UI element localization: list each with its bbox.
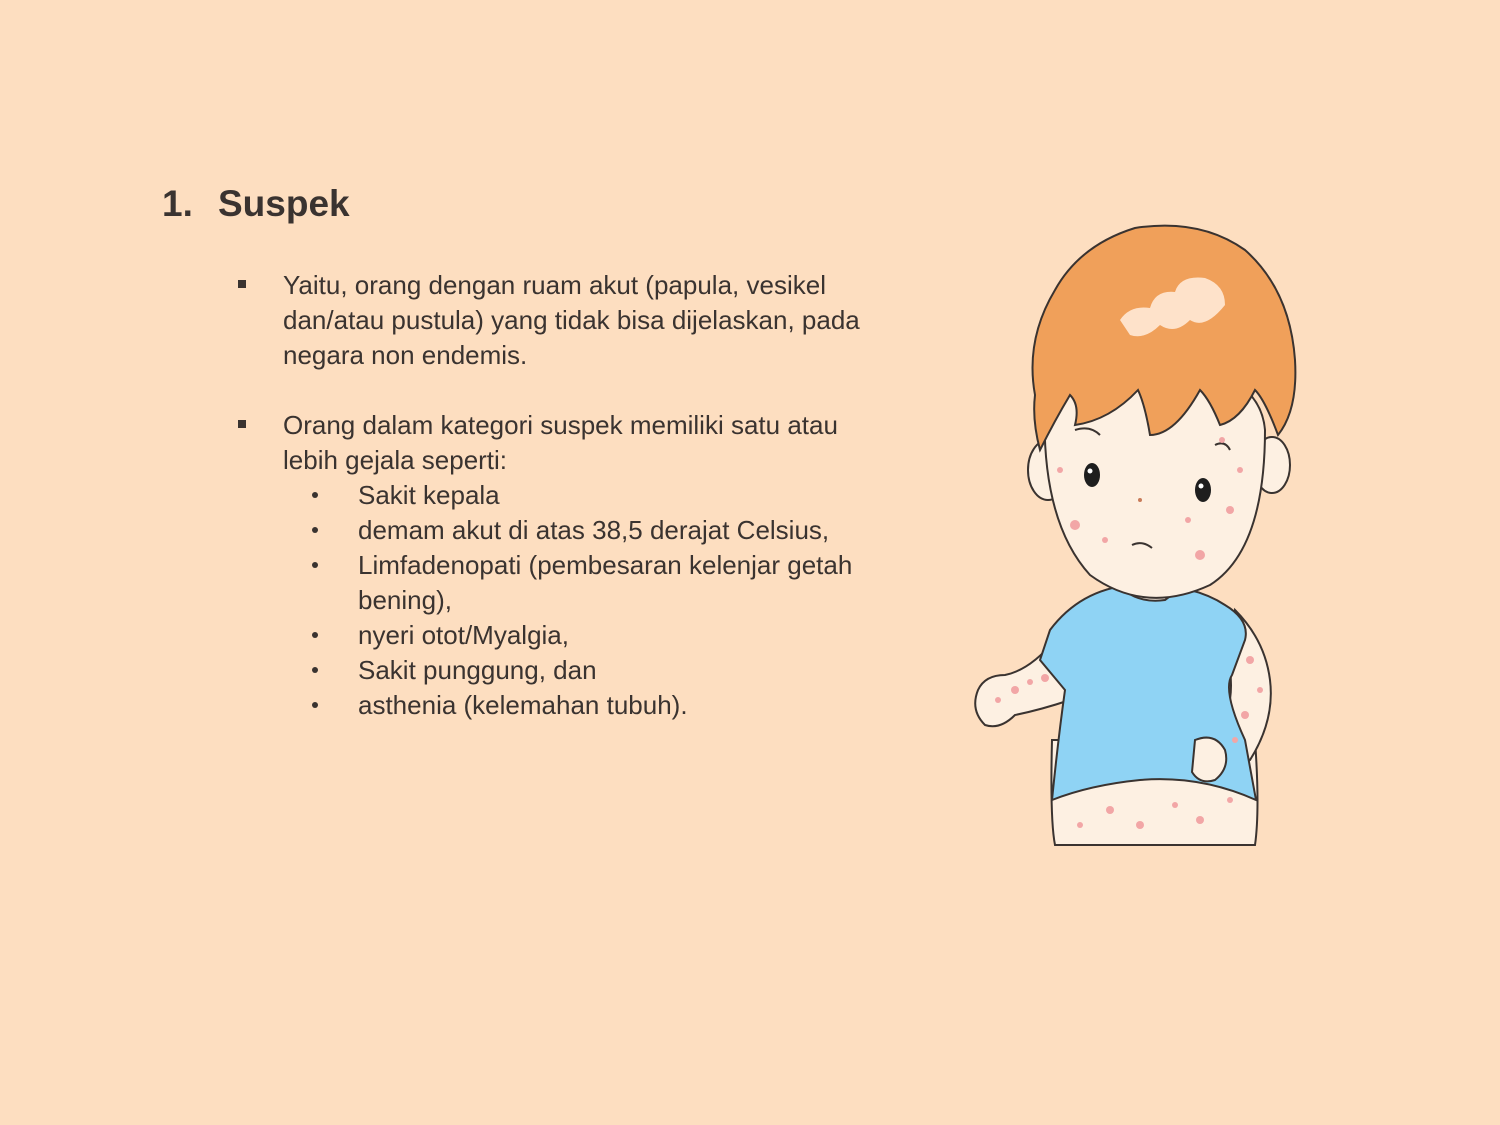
paragraph-definition (236, 268, 896, 373)
square-bullet-icon (236, 268, 283, 303)
dot-bullet-icon (283, 688, 358, 723)
dot-bullet-icon (283, 513, 358, 548)
list-item: demam akut di atas 38,5 derajat Celsius, (283, 513, 896, 548)
dot-bullet-icon (283, 653, 358, 688)
paragraph-symptoms (236, 408, 896, 723)
dot-bullet-icon (283, 618, 358, 653)
list-item: Limfadenopati (pembesaran kelenjar getah bening), (283, 548, 896, 618)
list-item: Sakit punggung, dan (283, 653, 896, 688)
child-with-rash-illustration (960, 220, 1300, 850)
slide-title (162, 183, 350, 225)
dot-bullet-icon (283, 548, 358, 583)
title-number: 1. (162, 183, 193, 224)
list-item: asthenia (kelemahan tubuh). (283, 688, 896, 723)
symptom-list (283, 478, 896, 723)
list-item: nyeri otot/Myalgia, (283, 618, 896, 653)
dot-bullet-icon (283, 478, 358, 513)
square-bullet-icon (236, 408, 283, 443)
list-item: Sakit kepala (283, 478, 896, 513)
title-text: Suspek (218, 183, 350, 224)
paragraph-text: Yaitu, orang dengan ruam akut (papula, vesikel dan/atau pustula) yang tidak bisa dijelaskan, pada negara non endemis. (283, 270, 860, 370)
content-body (236, 268, 896, 723)
paragraph-text: Orang dalam kategori suspek memiliki satu atau lebih gejala seperti: (283, 410, 838, 475)
